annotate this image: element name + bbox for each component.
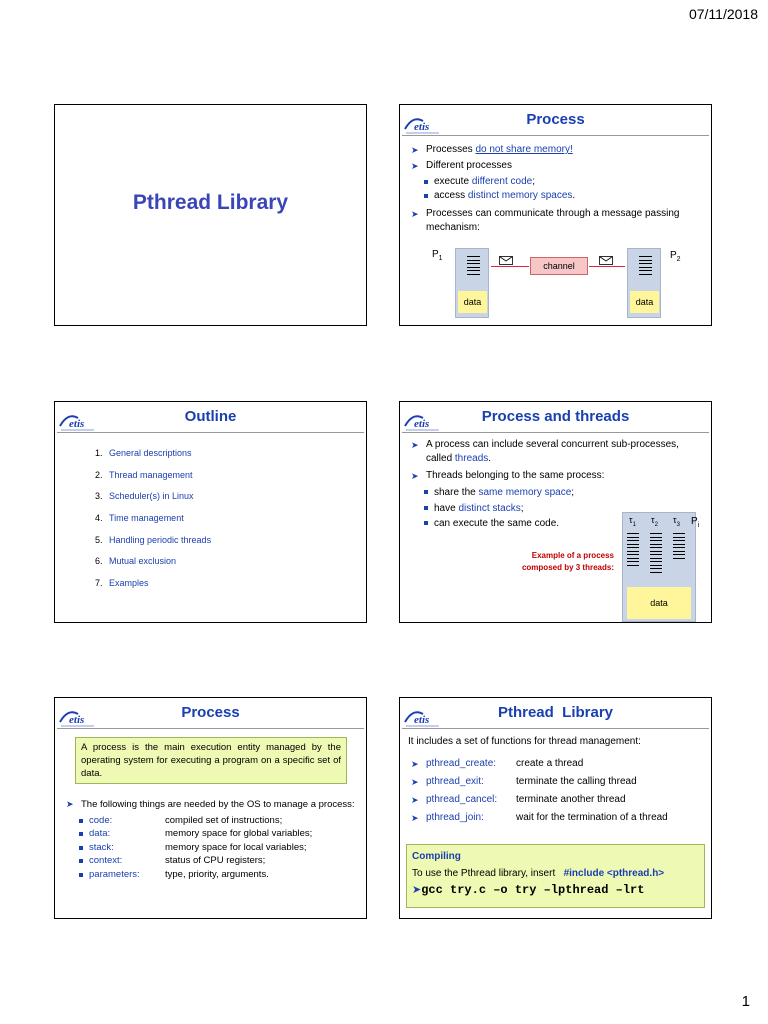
sub-bullet: access distinct memory spaces. — [408, 189, 705, 203]
arrow — [491, 266, 529, 267]
list-item: 3. Scheduler(s) in Linux — [95, 491, 194, 502]
function-row: ➤ pthread_create: create a thread — [408, 755, 705, 773]
list-item: 7. Examples — [95, 578, 149, 589]
list-item: 5. Handling periodic threads — [95, 534, 212, 545]
page-number: 1 — [741, 993, 750, 1010]
compiling-title: Compiling — [412, 851, 461, 862]
compiling-text: To use the Pthread library, insert #include <pthread.h> — [412, 868, 665, 879]
stack-lines — [673, 533, 685, 561]
data-box: data — [627, 587, 691, 619]
data-box: data — [458, 291, 487, 313]
process-label-p2: $P_2$ — [670, 250, 681, 263]
process-stack-p2 — [627, 248, 661, 318]
svg-text:etis: etis — [69, 418, 85, 430]
slide-body — [63, 798, 360, 881]
svg-text:etis: etis — [414, 121, 430, 133]
list-item: 4. Time management — [95, 513, 184, 524]
function-row: ➤ pthread_join: wait for the termination of a thread — [408, 809, 705, 827]
date: 07/11/2018 — [688, 6, 758, 22]
slide-heading: Process — [181, 704, 240, 721]
outline-list — [95, 448, 211, 600]
channel-box: channel — [530, 257, 588, 275]
sub-bullet: have distinct stacks; — [408, 501, 705, 517]
slide-title — [54, 104, 367, 326]
slide-pthread-library — [399, 697, 712, 919]
intro-text: It includes a set of functions for thread management: — [408, 736, 641, 747]
divider — [402, 728, 709, 729]
thread-label: $\tau_2$ — [651, 515, 658, 528]
sub-bullet: code: compiled set of instructions; — [63, 814, 360, 828]
bullet: ➤ Processes can communicate through a message passing mechanism: — [408, 207, 705, 235]
bullet: ➤ Threads belonging to the same process: — [408, 469, 705, 483]
slide-heading: Process — [526, 111, 585, 128]
function-row: ➤ pthread_exit: terminate the calling thread — [408, 773, 705, 791]
stack-lines — [639, 256, 652, 277]
process-stack-pi — [622, 512, 696, 622]
arrow — [589, 266, 625, 267]
sub-bullet: parameters: type, priority, arguments. — [63, 868, 360, 882]
process-label-pi: $P_i$ — [691, 516, 700, 529]
list-item: 2. Thread management — [95, 469, 193, 480]
thread-label: $\tau_1$ — [629, 515, 636, 528]
svg-text:etis: etis — [69, 714, 85, 726]
sub-bullet: execute different code; — [408, 175, 705, 189]
bullet: ➤ Processes do not share memory! — [408, 143, 705, 157]
stack-lines — [650, 533, 662, 575]
sub-bullet: stack: memory space for local variables; — [63, 841, 360, 855]
slide-process-memory — [399, 104, 712, 326]
stack-lines — [467, 256, 480, 277]
compile-command: ➤gcc try.c –o try –lpthread –lrt — [412, 883, 645, 897]
sub-bullet: share the same memory space; — [408, 485, 705, 501]
slide-process-definition — [54, 697, 367, 919]
slide-body — [408, 735, 705, 827]
thread-label: $\tau_3$ — [673, 515, 680, 528]
divider — [57, 432, 364, 433]
svg-text:etis: etis — [414, 418, 430, 430]
svg-text:etis: etis — [414, 714, 430, 726]
slide-process-threads — [399, 401, 712, 623]
divider — [402, 135, 709, 136]
sub-bullet: context: status of CPU registers; — [63, 854, 360, 868]
caption: Example of a process composed by 3 threads: — [521, 551, 614, 572]
process-stack-p1 — [455, 248, 489, 318]
divider — [402, 432, 709, 433]
data-box: data — [630, 291, 659, 313]
sub-bullet: can execute the same code. — [408, 516, 705, 532]
process-label-p1: $P_1$ — [432, 249, 443, 262]
stack-lines — [627, 533, 639, 568]
list-item: 1. General descriptions — [95, 448, 192, 458]
slide-outline — [54, 401, 367, 623]
slide-heading: Pthread Library — [497, 704, 614, 721]
bullet: ➤ Different processes — [408, 159, 705, 173]
envelope-icon — [499, 252, 513, 261]
envelope-icon — [599, 252, 613, 261]
bullet: ➤ A process can include several concurrent sub-processes, called threads. — [408, 438, 705, 466]
sub-bullet: data: memory space for global variables; — [63, 827, 360, 841]
definition-box: A process is the main execution entity managed by the operating system for executing a program on a specific set of data. — [75, 737, 347, 784]
slide-heading: Process and threads — [481, 408, 630, 425]
slide-heading: Outline — [184, 408, 237, 425]
slide-body — [408, 143, 705, 237]
slide-title-text: Pthread Library — [132, 191, 289, 214]
compiling-box — [406, 844, 705, 908]
divider — [57, 728, 364, 729]
bullet: ➤ The following things are needed by the OS to manage a process: — [63, 798, 360, 812]
function-row: ➤ pthread_cancel: terminate another thread — [408, 791, 705, 809]
list-item: 6. Mutual exclusion — [95, 556, 177, 567]
